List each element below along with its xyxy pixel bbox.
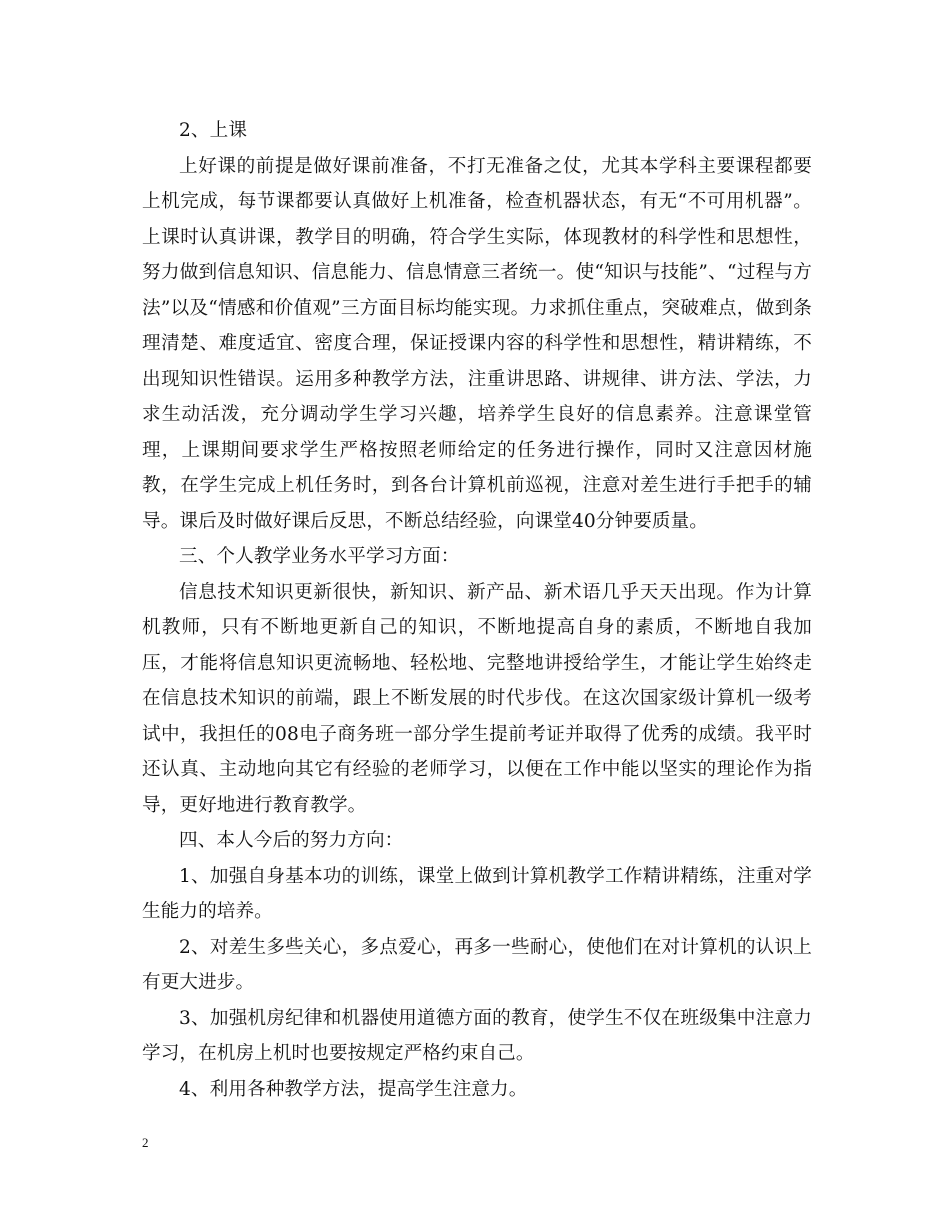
list-item-1: 1、加强自身基本功的训练，课堂上做到计算机教学工作精讲精练，注重对学生能力的培养。 — [142, 865, 812, 922]
subsection-heading-class: 2、上课 — [179, 120, 248, 141]
section-heading-personal-study: 三、个人教学业务水平学习方面： — [179, 546, 460, 567]
list-item-3: 3、加强机房纪律和机器使用道德方面的教育，使学生不仅在班级集中注意力学习，在机房上机时也要按规定严格约束自己。 — [142, 1007, 812, 1064]
paragraph-personal-study: 信息技术知识更新很快，新知识、新产品、新术语几乎天天出现。作为计算机教师，只有不断地更新自己的知识，不断地提高自身的素质，不断地自我加压，才能将信息知识更流畅地、轻松地、完整地讲授给学生，才能让学生始终走在信息技术知识的前端，跟上不断发展的时代步伐。在这次国家级计算机一级考试中，我担任的08电子商务班一部分学生提前考证并取得了优秀的成绩。我平时还认真、主动地向其它有经验的老师学习，以便在工作中能以坚实的理论作为指导，更好地进行教育教学。 — [142, 581, 812, 816]
paragraph-class-teaching: 上好课的前提是做好课前准备，不打无准备之仗，尤其本学科主要课程都要上机完成，每节课都要认真做好上机准备，检查机器状态，有无“不可用机器”。上课时认真讲课，教学目的明确，符合学生实际，体现教材的科学性和思想性，努力做到信息知识、信息能力、信息情意三者统一。使“知识与技能”、“过程与方法”以及“情感和价值观”三方面目标均能实现。力求抓住重点，突破难点，做到条理清楚、难度适宜、密度合理，保证授课内容的科学性和思想性，精讲精练，不出现知识性错误。运用多种教学方法，注重讲思路、讲规律、讲方法、学法，力求生动活泼，充分调动学生学习兴趣，培养学生良好的信息素养。注意课堂管理，上课期间要求学生严格按照老师给定的任务进行操作，同时又注意因材施教，在学生完成上机任务时，到各台计算机前巡视，注意对差生进行手把手的辅导。课后及时做好课后反思，不断总结经验，向课堂40分钟要质量。 — [142, 155, 812, 532]
section-heading-future-direction: 四、本人今后的努力方向： — [179, 830, 404, 851]
page-number: 2 — [142, 1135, 149, 1150]
document-body — [142, 113, 812, 1107]
list-item-2: 2、对差生多些关心，多点爱心，再多一些耐心，使他们在对计算机的认识上有更大进步。 — [142, 936, 812, 993]
list-item-4: 4、利用各种教学方法，提高学生注意力。 — [179, 1078, 528, 1100]
